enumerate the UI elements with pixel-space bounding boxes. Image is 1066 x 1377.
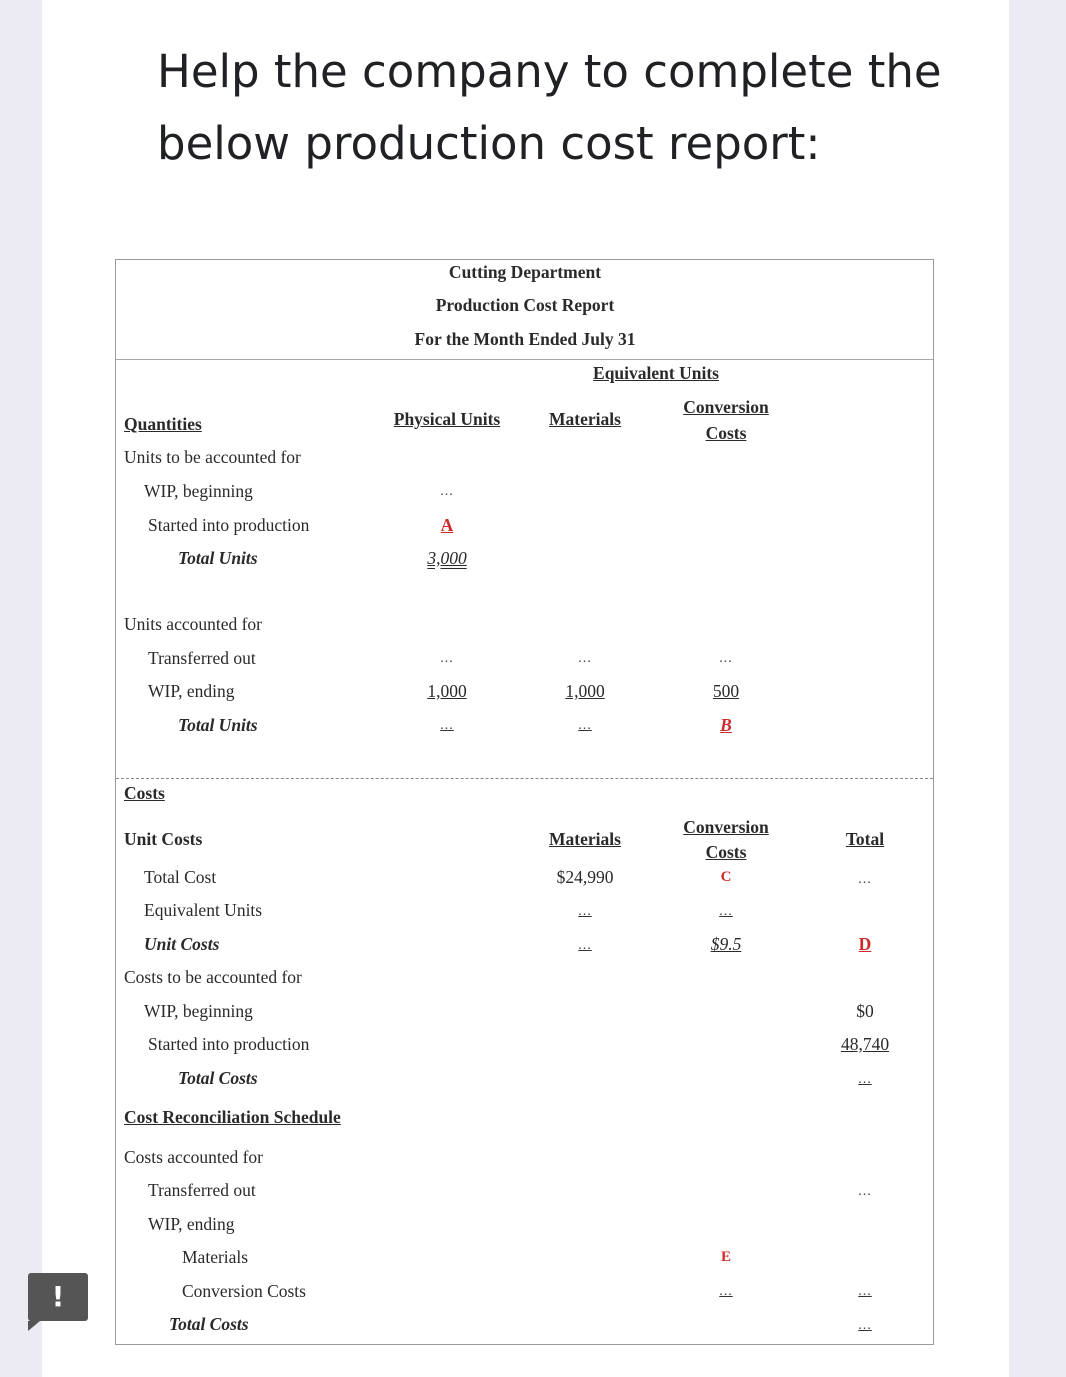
costs-label: Costs bbox=[124, 783, 165, 803]
unit-costs-conversion: $9.5 bbox=[710, 934, 742, 954]
costs-wip-beginning-label: WIP, beginning bbox=[144, 1001, 253, 1021]
costs-to-be-accounted-label: Costs to be accounted for bbox=[124, 967, 302, 987]
blank-e: E bbox=[720, 1249, 732, 1265]
costs-wip-beginning-total: $0 bbox=[856, 1001, 874, 1021]
blank-d: D bbox=[858, 934, 872, 954]
blank-a: A bbox=[440, 515, 454, 535]
unit-costs-materials: ... bbox=[578, 938, 592, 953]
costs-col-conversion-line1: Conversion bbox=[683, 817, 769, 837]
wip-ending-physical: 1,000 bbox=[427, 681, 467, 701]
eq-units-conversion: ... bbox=[719, 904, 733, 919]
recon-transferred-total: ... bbox=[858, 1184, 872, 1199]
total-units-label: Total Units bbox=[178, 548, 258, 568]
wip-beginning-label: WIP, beginning bbox=[144, 481, 253, 501]
transferred-conversion: ... bbox=[719, 651, 733, 666]
recon-total-costs-total: ... bbox=[858, 1318, 872, 1333]
col-conversion-line1: Conversion bbox=[683, 397, 769, 417]
total-units-label-2: Total Units bbox=[178, 715, 258, 735]
report-title-department: Cutting Department bbox=[448, 262, 602, 282]
unit-costs-heading: Unit Costs bbox=[124, 829, 203, 849]
units-to-be-accounted-label: Units to be accounted for bbox=[124, 447, 301, 467]
unit-costs-row-label: Unit Costs bbox=[144, 934, 220, 954]
col-physical-units: Physical Units bbox=[393, 409, 501, 429]
total-units-physical: 3,000 bbox=[427, 548, 467, 568]
wip-ending-conversion: 500 bbox=[712, 681, 740, 701]
total-units-2-materials: ... bbox=[578, 718, 592, 733]
col-materials: Materials bbox=[549, 409, 621, 429]
recon-conversion-total: ... bbox=[858, 1284, 872, 1299]
quantities-label: Quantities bbox=[124, 414, 202, 434]
costs-col-materials: Materials bbox=[549, 829, 621, 849]
title-divider bbox=[116, 359, 933, 360]
report-title-period: For the Month Ended July 31 bbox=[414, 329, 636, 349]
total-cost-materials: $24,990 bbox=[556, 867, 614, 887]
started-into-production-label: Started into production bbox=[148, 515, 310, 535]
recon-transferred-out-label: Transferred out bbox=[148, 1180, 256, 1200]
cost-reconciliation-heading: Cost Reconciliation Schedule bbox=[124, 1107, 341, 1127]
blank-c: C bbox=[720, 869, 732, 885]
question-heading: Help the company to complete the below production cost report: bbox=[157, 45, 942, 170]
costs-started-label: Started into production bbox=[148, 1034, 310, 1054]
wip-ending-materials: 1,000 bbox=[565, 681, 605, 701]
total-cost-total: ... bbox=[858, 872, 872, 887]
costs-accounted-label: Costs accounted for bbox=[124, 1147, 263, 1167]
equivalent-units-header: Equivalent Units bbox=[593, 363, 719, 383]
transferred-out-label: Transferred out bbox=[148, 648, 256, 668]
blank-b: B bbox=[720, 715, 732, 735]
alert-icon: ! bbox=[51, 1280, 65, 1313]
recon-materials-label: Materials bbox=[182, 1247, 249, 1267]
recon-wip-ending-label: WIP, ending bbox=[148, 1214, 235, 1234]
transferred-physical: ... bbox=[440, 651, 454, 666]
transferred-materials: ... bbox=[578, 651, 592, 666]
wip-beginning-physical: ... bbox=[440, 484, 454, 499]
costs-started-total: 48,740 bbox=[840, 1034, 890, 1054]
report-title-name: Production Cost Report bbox=[435, 295, 615, 315]
production-cost-report bbox=[115, 259, 934, 1345]
recon-conversion-costs-label: Conversion Costs bbox=[182, 1281, 306, 1301]
recon-conversion-value: ... bbox=[719, 1284, 733, 1299]
total-costs-total: ... bbox=[858, 1072, 872, 1087]
equivalent-units-label: Equivalent Units bbox=[144, 900, 263, 920]
total-units-2-physical: ... bbox=[440, 718, 454, 733]
col-conversion-line2: Costs bbox=[705, 423, 747, 443]
units-accounted-label: Units accounted for bbox=[124, 614, 263, 634]
wip-ending-label: WIP, ending bbox=[148, 681, 235, 701]
section-divider bbox=[116, 778, 933, 779]
total-cost-label: Total Cost bbox=[144, 867, 217, 887]
recon-total-costs-label: Total Costs bbox=[169, 1314, 249, 1334]
total-costs-label: Total Costs bbox=[178, 1068, 258, 1088]
costs-col-total: Total bbox=[845, 829, 885, 849]
costs-col-conversion-line2: Costs bbox=[705, 842, 747, 862]
feedback-button[interactable] bbox=[28, 1273, 88, 1321]
eq-units-materials: ... bbox=[578, 904, 592, 919]
